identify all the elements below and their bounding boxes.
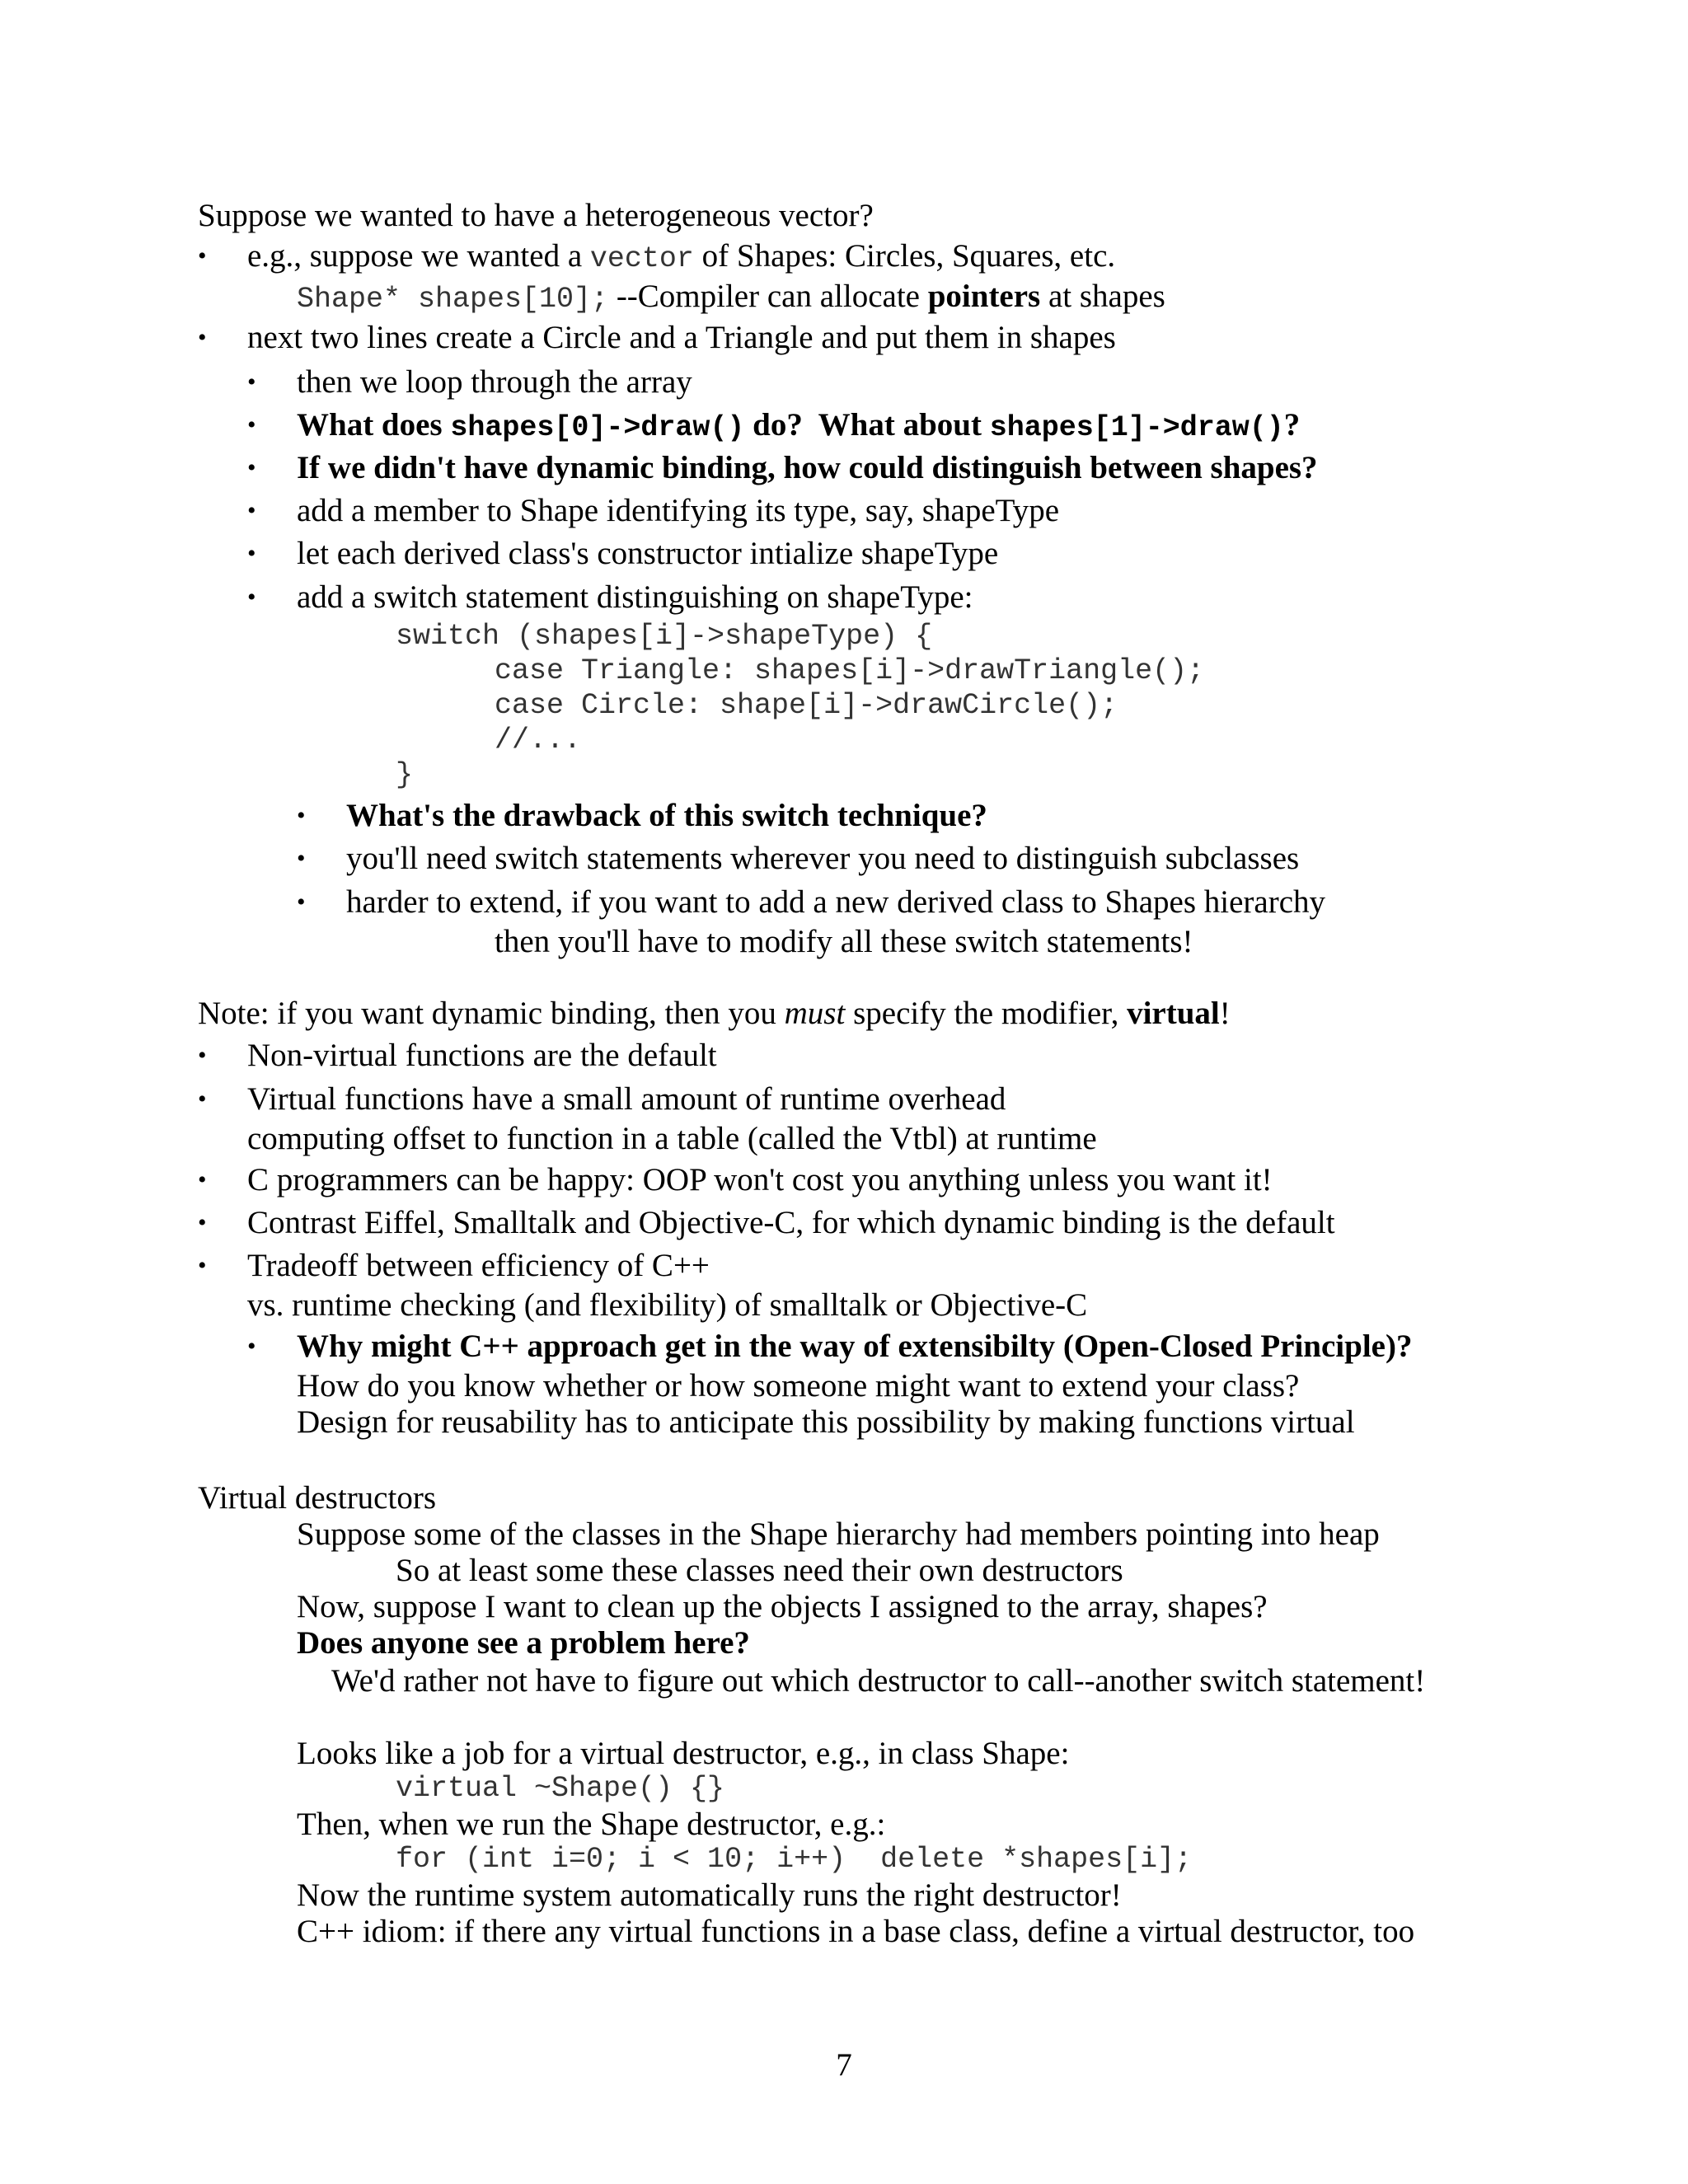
code-line: case Circle: shape[i]->drawCircle(); — [495, 689, 1118, 722]
vd-line: So at least some these classes need their own destructors — [396, 1553, 1123, 1588]
note-heading — [198, 994, 1231, 1033]
code-inline: shapes[1]->draw() — [989, 411, 1284, 444]
intro-sub-4: add a member to Shape identifying its type, say, shapeType — [297, 493, 1060, 528]
code-line: for (int i=0; i < 10; i++) delete *shapes[i]; — [396, 1843, 1193, 1876]
vd-line: Then, when we run the Shape destructor, e.g.: — [297, 1807, 886, 1842]
bullet-icon: • — [297, 845, 306, 872]
note-sub-cont-1: How do you know whether or how someone might want to extend your class? — [297, 1368, 1300, 1404]
note-bullet-4: Contrast Eiffel, Smalltalk and Objective-C, for which dynamic binding is the default — [247, 1205, 1335, 1240]
code-line: case Triangle: shapes[i]->drawTriangle(); — [495, 654, 1205, 687]
vd-line: Suppose some of the classes in the Shape hierarchy had members pointing into heap — [297, 1516, 1380, 1552]
bullet-icon: • — [247, 540, 256, 567]
bullet-icon: • — [198, 1085, 207, 1113]
intro-sub-1: then we loop through the array — [297, 364, 692, 400]
code-line: virtual ~Shape() {} — [396, 1772, 725, 1805]
bullet-icon: • — [198, 242, 207, 269]
vd-line: Now the runtime system automatically runs the right destructor! — [297, 1877, 1122, 1913]
bullet-icon: • — [247, 1333, 256, 1360]
intro-sub-3: If we didn't have dynamic binding, how could distinguish between shapes? — [297, 450, 1318, 485]
page-number: 7 — [836, 2047, 852, 2083]
code-line: //... — [495, 724, 582, 757]
note-bullet-3: C programmers can be happy: OOP won't cost you anything unless you want it! — [247, 1162, 1273, 1197]
switch-drawback-2: harder to extend, if you want to add a new derived class to Shapes hierarchy — [346, 884, 1326, 920]
text: Note: if you want dynamic binding, then you — [198, 996, 785, 1031]
text: --Compiler can allocate — [608, 279, 928, 314]
bullet-icon: • — [198, 1209, 207, 1236]
note-bullet-5-cont: vs. runtime checking (and flexibility) of smalltalk or Objective-C — [247, 1287, 1088, 1323]
text: ! — [1219, 996, 1231, 1031]
bullet-icon: • — [247, 368, 256, 396]
text-bold: virtual — [1127, 996, 1220, 1031]
text-bold: pointers — [927, 279, 1041, 314]
bullet-icon: • — [297, 888, 306, 916]
text: ? — [1283, 407, 1301, 443]
note-sub-question: Why might C++ approach get in the way of extensibilty (Open-Closed Principle)? — [297, 1329, 1413, 1364]
intro-bullet-1 — [247, 237, 1115, 279]
switch-drawback-2-cont: then you'll have to modify all these switch statements! — [495, 924, 1193, 959]
bullet-icon: • — [198, 1252, 207, 1279]
switch-drawback-1: you'll need switch statements wherever you need to distinguish subclasses — [346, 841, 1300, 876]
text: at shapes — [1040, 279, 1165, 314]
code-line: switch (shapes[i]->shapeType) { — [396, 620, 933, 653]
vd-line: Now, suppose I want to clean up the objects I assigned to the array, shapes? — [297, 1589, 1268, 1624]
note-bullet-2: Virtual functions have a small amount of runtime overhead — [247, 1081, 1006, 1117]
switch-drawback-question: What's the drawback of this switch technique? — [346, 798, 987, 833]
bullet-icon: • — [247, 454, 256, 481]
text-italic: must — [784, 996, 846, 1031]
intro-sub-6: add a switch statement distinguishing on shapeType: — [297, 579, 973, 615]
note-sub-cont-2: Design for reusability has to anticipate this possibility by making functions virtual — [297, 1404, 1355, 1440]
intro-sub-5: let each derived class's constructor intialize shapeType — [297, 536, 999, 571]
note-bullet-5: Tradeoff between efficiency of C++ — [247, 1248, 710, 1283]
text: e.g., suppose we wanted a — [247, 238, 590, 274]
note-bullet-1: Non-virtual functions are the default — [247, 1038, 717, 1073]
bullet-icon: • — [198, 1042, 207, 1069]
bullet-icon: • — [247, 497, 256, 524]
bullet-icon: • — [247, 411, 256, 438]
intro-bullet-2: next two lines create a Circle and a Triangle and put them in shapes — [247, 320, 1116, 355]
text: specify the modifier, — [845, 996, 1128, 1031]
text: do? What about — [744, 407, 990, 443]
bullet-icon: • — [198, 1166, 207, 1193]
code-inline: vector — [589, 242, 694, 275]
intro-heading: Suppose we wanted to have a heterogeneous vector? — [198, 198, 874, 233]
code-inline: Shape* shapes[10]; — [297, 283, 609, 316]
vd-line: Looks like a job for a virtual destructor, e.g., in class Shape: — [297, 1736, 1070, 1771]
vd-line: C++ idiom: if there any virtual functions in a base class, define a virtual destructor, too — [297, 1914, 1415, 1949]
bullet-icon: • — [297, 802, 306, 829]
code-line: } — [396, 758, 414, 791]
vd-question: Does anyone see a problem here? — [297, 1625, 750, 1661]
code-inline: shapes[0]->draw() — [450, 411, 745, 444]
intro-sub-2 — [297, 405, 1300, 448]
intro-declaration — [297, 277, 1165, 319]
bullet-icon: • — [198, 324, 207, 351]
note-bullet-2-cont: computing offset to function in a table (called the Vtbl) at runtime — [247, 1121, 1097, 1156]
text: of Shapes: Circles, Squares, etc. — [693, 238, 1116, 274]
text: What does — [297, 407, 451, 443]
bullet-icon: • — [247, 583, 256, 611]
virtual-destructors-heading: Virtual destructors — [198, 1480, 436, 1516]
vd-line: We'd rather not have to figure out which destructor to call--another switch statement! — [331, 1663, 1426, 1699]
